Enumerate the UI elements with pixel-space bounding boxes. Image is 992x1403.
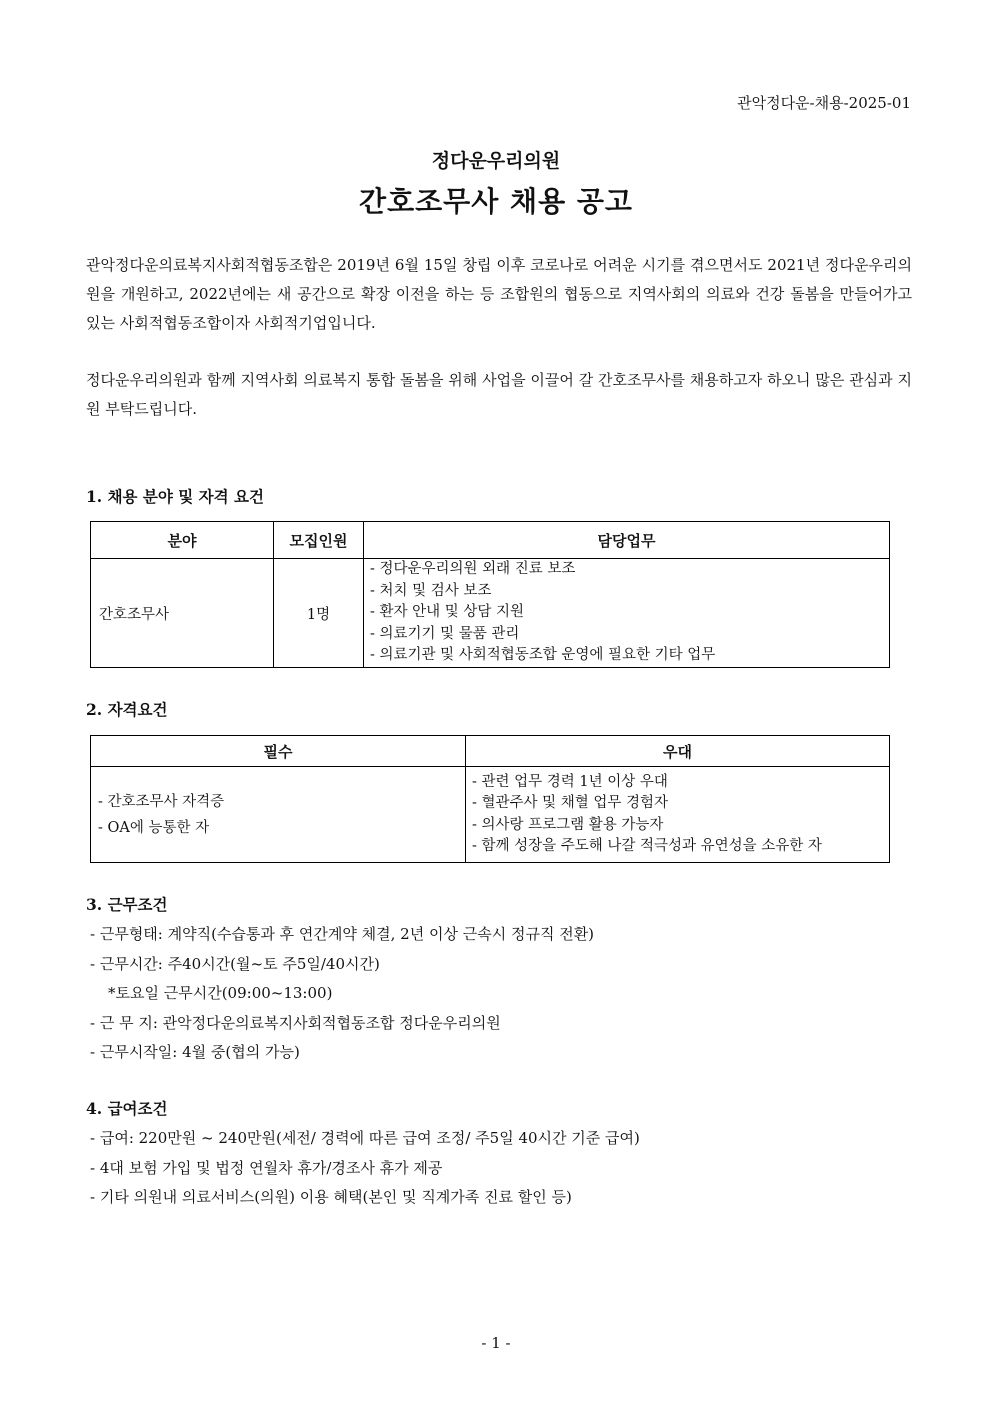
header-required: 필수 bbox=[91, 736, 466, 767]
list-item: - 함께 성장을 주도해 나갈 적극성과 유연성을 소유한 자 bbox=[472, 838, 822, 854]
list-item: - 급여: 220만원 ~ 240만원(세전/ 경력에 따른 급여 조정/ 주5일 40시간 기준 급여) bbox=[90, 1129, 640, 1147]
page-number: - 1 - bbox=[481, 1334, 511, 1352]
list-item: - 의료기관 및 사회적협동조합 운영에 필요한 기타 업무 bbox=[370, 647, 716, 664]
salary-conditions-list bbox=[90, 1124, 640, 1213]
list-item: - 근무형태: 계약직(수습통과 후 연간계약 체결, 2년 이상 근속시 정규직 전환) bbox=[90, 925, 595, 943]
organization-name: 정다운우리의원 bbox=[431, 150, 561, 172]
duties-cell bbox=[364, 559, 890, 668]
preferred-cell bbox=[466, 767, 890, 863]
section-3-heading: 3. 근무조건 bbox=[86, 895, 168, 914]
section-4-heading: 4. 급여조건 bbox=[86, 1099, 168, 1118]
list-item: - 의사랑 프로그램 활용 가능자 bbox=[472, 816, 664, 833]
list-item: *토요일 근무시간(09:00~13:00) bbox=[108, 984, 333, 1002]
required-cell bbox=[91, 767, 466, 863]
list-item: - 환자 안내 및 상담 지원 bbox=[370, 604, 525, 621]
header-duties: 담당업무 bbox=[364, 522, 890, 559]
list-item: - 관련 업무 경력 1년 이상 우대 bbox=[472, 773, 668, 790]
list-item: - 근무시간: 주40시간(월~토 주5일/40시간) bbox=[90, 954, 380, 973]
document-number: 관악정다운-채용-2025-01 bbox=[737, 94, 911, 112]
section-2-heading: 2. 자격요건 bbox=[86, 700, 168, 719]
header-field: 분야 bbox=[91, 522, 274, 559]
section-1-heading: 1. 채용 분야 및 자격 요건 bbox=[86, 487, 264, 506]
list-item: - 간호조무사 자격증 bbox=[98, 793, 225, 810]
list-item: - 기타 의원내 의료서비스(의원) 이용 혜택(본인 및 직계가족 진료 할인 등) bbox=[90, 1188, 572, 1206]
list-item: - 의료기기 및 물품 관리 bbox=[370, 625, 520, 642]
list-item: - 4대 보험 가입 및 법정 연월차 휴가/경조사 휴가 제공 bbox=[90, 1158, 443, 1177]
list-item: - 근무시작일: 4월 중(협의 가능) bbox=[90, 1043, 300, 1061]
qualification-table bbox=[90, 735, 890, 863]
header-preferred: 우대 bbox=[466, 736, 890, 767]
list-item: - 처치 및 검사 보조 bbox=[370, 582, 492, 599]
page-title: 간호조무사 채용 공고 bbox=[359, 185, 633, 218]
intro-paragraph-2: 정다운우리의원과 함께 지역사회 의료복지 통합 돌봄을 위해 사업을 이끌어 갈 간호조무사를 채용하고자 하오니 많은 관심과 지원 부탁드립니다. bbox=[86, 371, 912, 418]
list-item: - OA에 능통한 자 bbox=[98, 819, 210, 836]
list-item: - 근 무 지: 관악정다운의료복지사회적협동조합 정다운우리의원 bbox=[90, 1013, 501, 1032]
count-cell: 1명 bbox=[274, 559, 364, 668]
work-conditions-list bbox=[90, 920, 594, 1068]
intro-paragraph-1: 관악정다운의료복지사회적협동조합은 2019년 6월 15일 창립 이후 코로나로 어려운 시기를 겪으면서도 2021년 정다운우리의원을 개원하고, 2022년에는 새 공간으로 확장 이전을 하는 등 조합원의 협동으로 지역사회의 의료와 건강 돌봄을 만들어가고 있는 사회적협동조합이자 사회적기업입니다. bbox=[86, 256, 912, 332]
recruitment-table bbox=[90, 521, 890, 668]
field-cell: 간호조무사 bbox=[91, 559, 274, 668]
list-item: - 혈관주사 및 채혈 업무 경험자 bbox=[472, 795, 669, 811]
list-item: - 정다운우리의원 외래 진료 보조 bbox=[370, 561, 576, 578]
header-count: 모집인원 bbox=[274, 522, 364, 559]
